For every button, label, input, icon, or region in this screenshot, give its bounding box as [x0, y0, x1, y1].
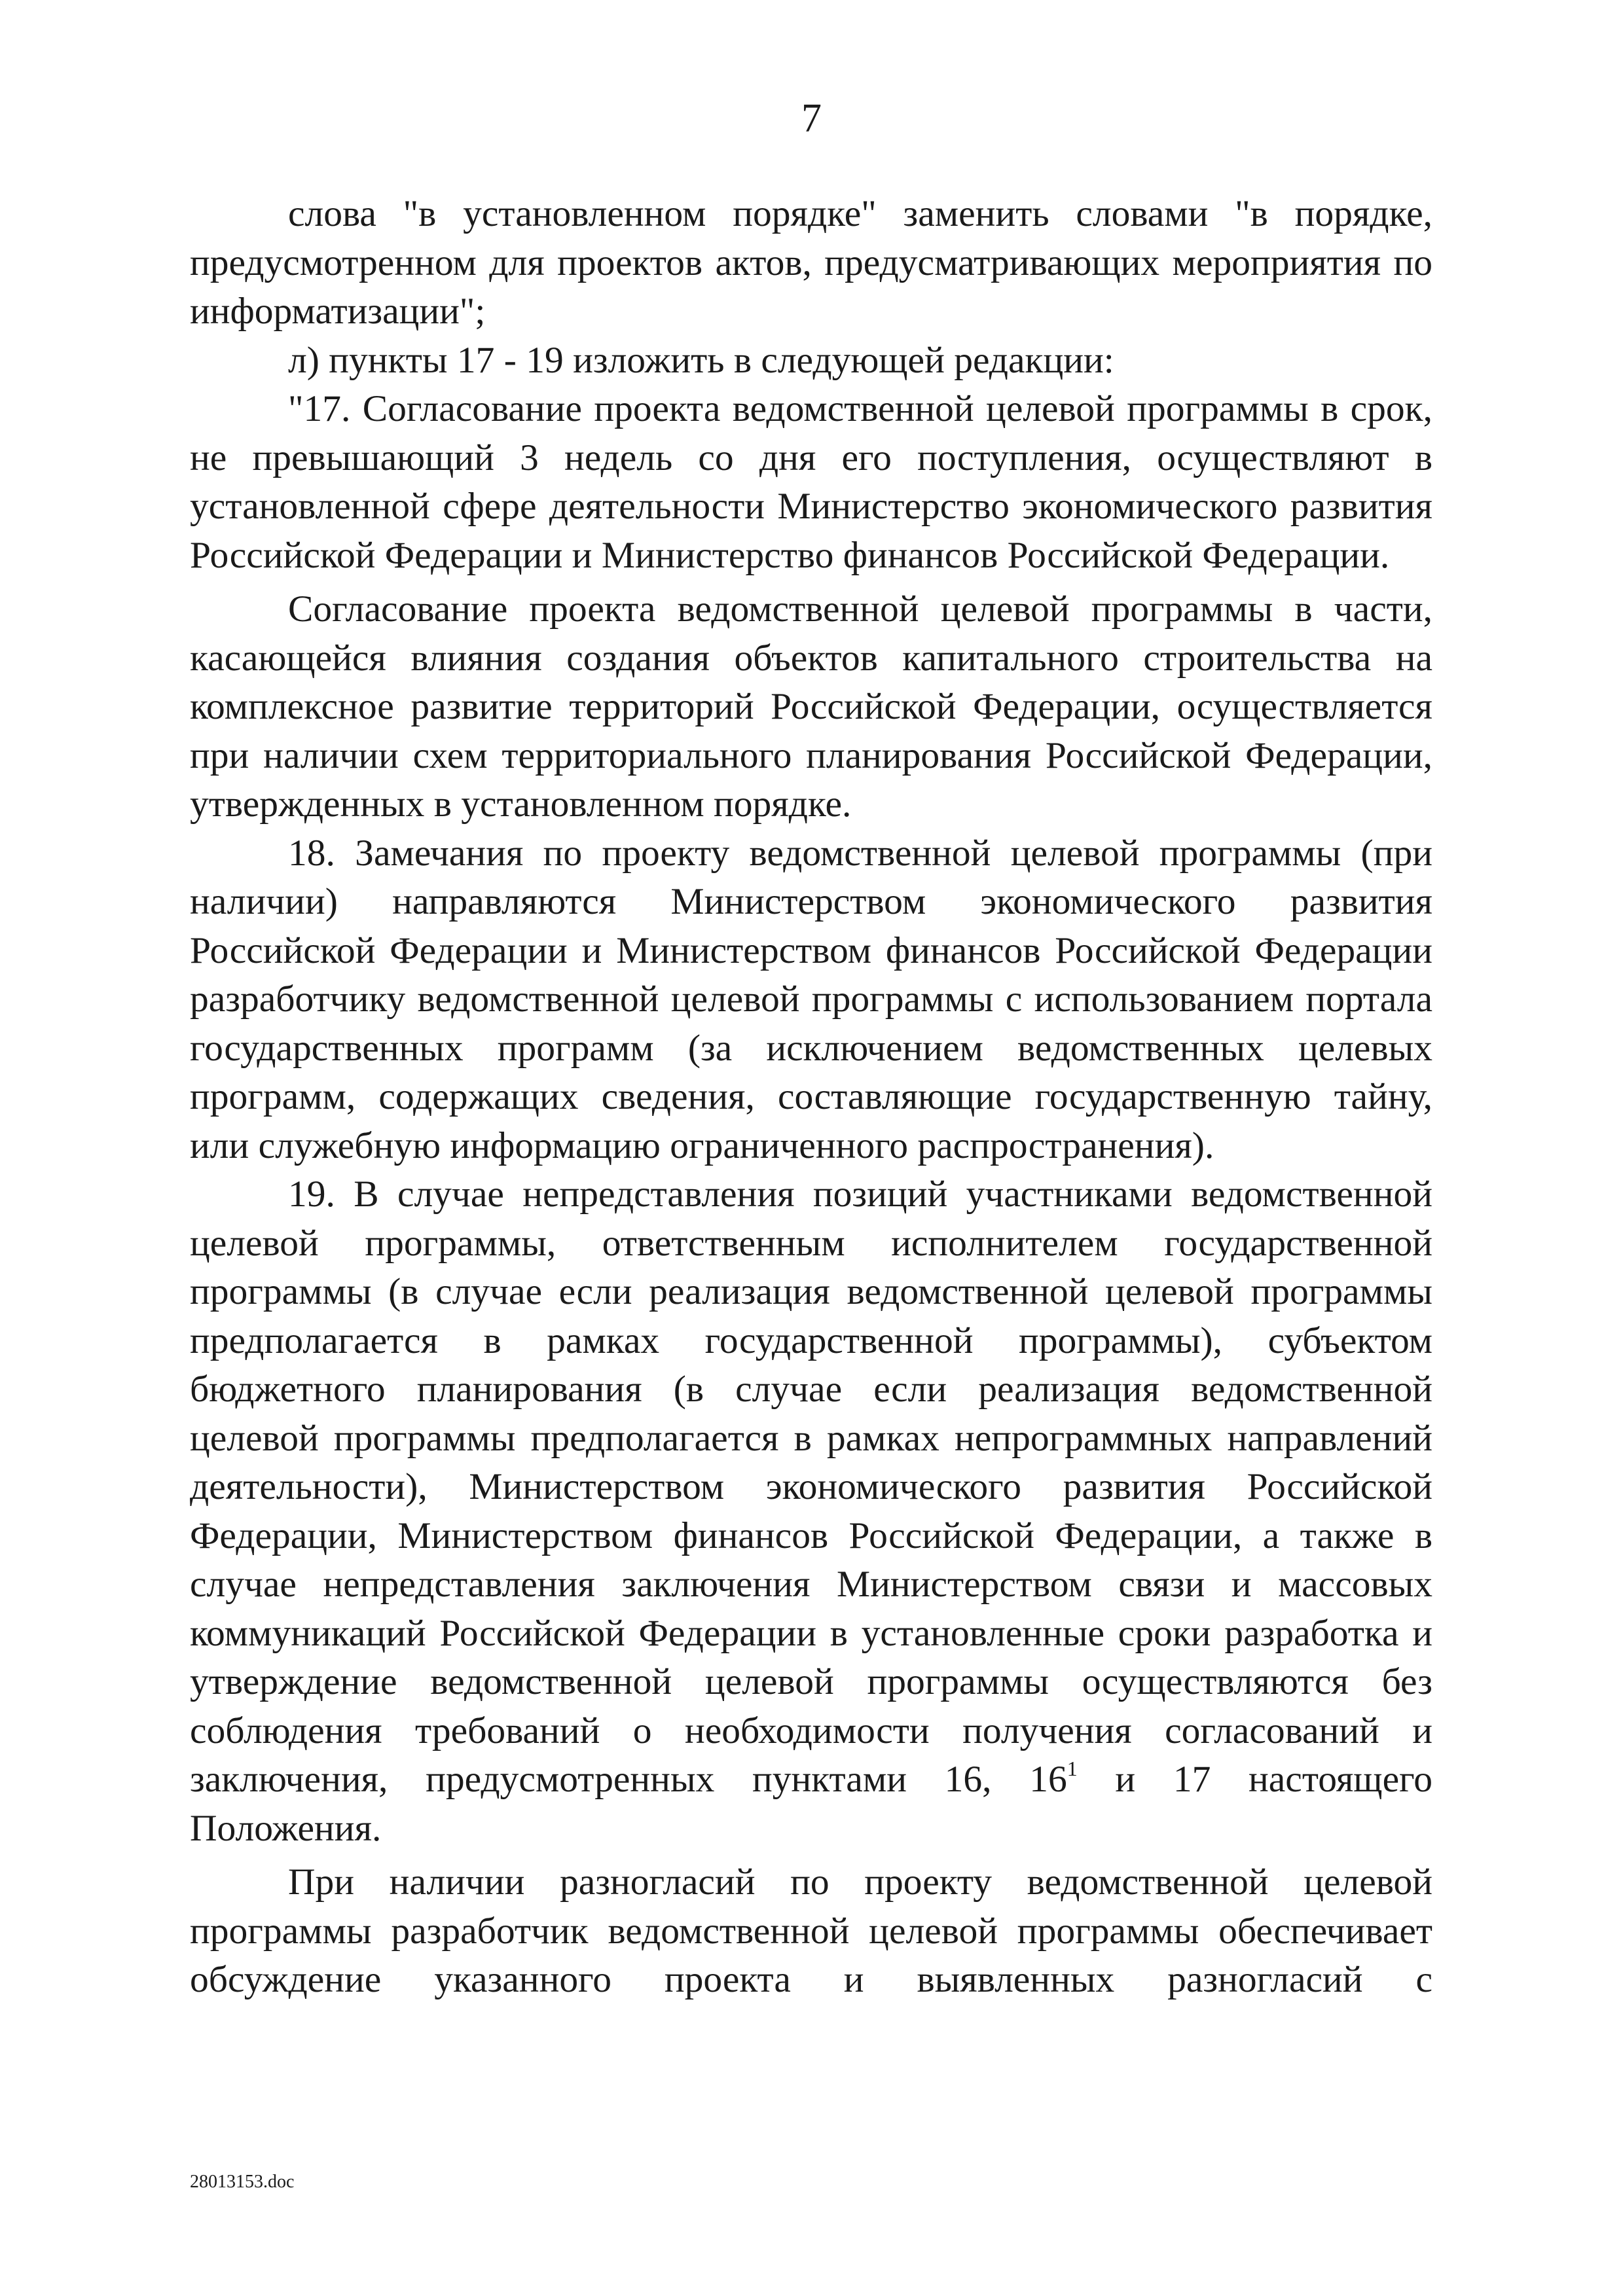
paragraph-disagreements: При наличии разногласий по проекту ведомственной целевой программы разработчик ведомственной целевой программы обеспечивает обсуждение указанного проекта и выявленных разногласий с — [190, 1861, 1432, 2000]
paragraph-clause-19 — [190, 1170, 1432, 1853]
paragraph-clause-17: "17. Согласование проекта ведомственной целевой программы в срок, не превышающий 3 недель со дня его поступления, осуществляют в установленной сфере деятельности Министерство экономического развития Российской Федерации и Министерство финансов Российской Федерации. — [190, 388, 1432, 576]
paragraph-clause-17-part-2: Согласование проекта ведомственной целевой программы в части, касающейся влияния создания объектов капитального строительства на комплексное развитие территорий Российской Федерации, осуществляется при наличии схем территориального планирования Российской Федерации, утвержденных в установленном порядке. — [190, 588, 1432, 825]
paragraph-replace-words: слова "в установленном порядке" заменить словами "в порядке, предусмотренном для проектов актов, предусматривающих мероприятия по информатизации"; — [190, 193, 1432, 332]
clause-19-text-end: и 17 настоящего Положения. — [190, 1759, 1432, 1849]
paragraph-clause-18: 18. Замечания по проекту ведомственной целевой программы (при наличии) направляются Министерством экономического развития Российской Федерации и Министерством финансов Российской Федерации разработчику ведомственной целевой программы с использованием портала государственных программ (за исключением ведомственных целевых программ, содержащих сведения, составляющие государственную тайну, или служебную информацию ограниченного распространения). — [190, 832, 1432, 1166]
document-body — [190, 190, 1432, 2005]
clause-19-text: 19. В случае непредставления позиций участниками ведомственной целевой программы, ответственным исполнителем государственной программы (в случае если реализация ведомственной целевой программы предполагается в рамках государственной программы), субъектом бюджетного планирования (в случае если реализация ведомственной целевой программы предполагается в рамках непрограммных направлений деятельности), Министерством экономического развития Российской Федерации, Министерством финансов Российской Федерации, а также в случае непредставления заключения Министерством связи и массовых коммуникаций Российской Федерации в установленные сроки разработка и утверждение ведомственной целевой программы осуществляются без соблюдения требований о необходимости получения согласований и заключения, предусмотренных пунктами 16, 16 — [190, 1174, 1432, 1800]
paragraph-item-l: л) пункты 17 - 19 изложить в следующей редакции: — [288, 339, 1114, 381]
clause-19-superscript: 1 — [1067, 1757, 1078, 1780]
page-number: 7 — [801, 96, 822, 141]
footer-filename: 28013153.doc — [190, 2172, 295, 2192]
